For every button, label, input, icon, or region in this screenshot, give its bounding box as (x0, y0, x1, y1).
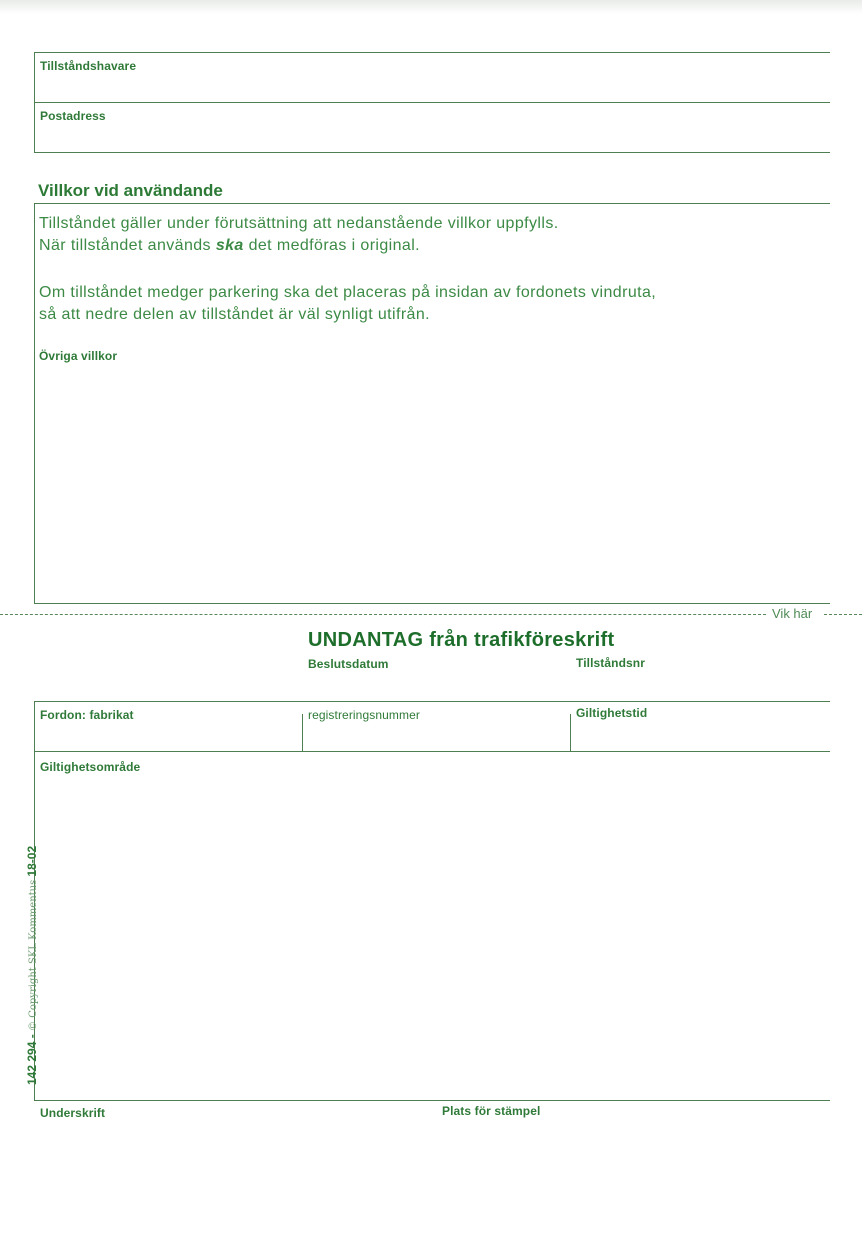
conditions-top-border (34, 203, 830, 204)
scan-shadow (0, 0, 862, 14)
fold-line (0, 604, 862, 624)
condition-line-1: Tillståndet gäller under förutsättning att nedanstående villkor uppfylls. (39, 215, 559, 232)
holder-label: Tillståndshavare (40, 59, 137, 73)
permit-number-label: Tillståndsnr (576, 656, 645, 670)
copyright-notice: © Copyright SKL Kommentus (28, 876, 39, 1031)
condition-line-4: så att nedre delen av tillståndet är väl synligt utifrån. (39, 306, 431, 323)
reg-divider (302, 714, 303, 752)
exemption-title: UNDANTAG från trafikföreskrift (308, 629, 615, 651)
side-print (25, 846, 39, 1085)
holder-top-border (34, 52, 830, 53)
condition-line-3: Om tillståndet medger parkering ska det placeras på insidan av fordonets vindruta, (39, 284, 657, 301)
other-conditions-label: Övriga villkor (39, 349, 118, 363)
validity-area-label: Giltighetsområde (40, 760, 141, 774)
condition-emphasis: ska (215, 237, 244, 254)
validity-divider (570, 714, 571, 752)
holder-divider (34, 102, 830, 103)
decision-date-label: Beslutsdatum (308, 657, 389, 671)
signature-label: Underskrift (40, 1106, 106, 1120)
vehicle-row-top-border (34, 701, 830, 702)
fold-dash-right (824, 614, 862, 615)
condition-line-2-end: det medföras i original. (243, 237, 421, 254)
fold-label: Vik här (772, 606, 813, 621)
condition-line-2 (39, 236, 420, 256)
validity-area-bottom-border (34, 1100, 830, 1101)
vehicle-row-bottom-border (34, 751, 830, 752)
condition-line-2-start: När tillståndet används (39, 237, 216, 254)
form-number: 142 294 - (25, 1030, 39, 1085)
registration-label: registreringsnummer (308, 708, 420, 722)
validity-time-label: Giltighetstid (576, 706, 648, 720)
holder-bottom-border (34, 152, 830, 153)
address-label: Postadress (40, 109, 106, 123)
conditions-left-border (34, 203, 35, 604)
stamp-label: Plats för stämpel (442, 1104, 541, 1118)
conditions-heading: Villkor vid användande (38, 181, 223, 200)
fold-dash-left (0, 614, 766, 615)
form-version: 18-02 (25, 845, 39, 877)
vehicle-make-label: Fordon: fabrikat (40, 708, 134, 722)
